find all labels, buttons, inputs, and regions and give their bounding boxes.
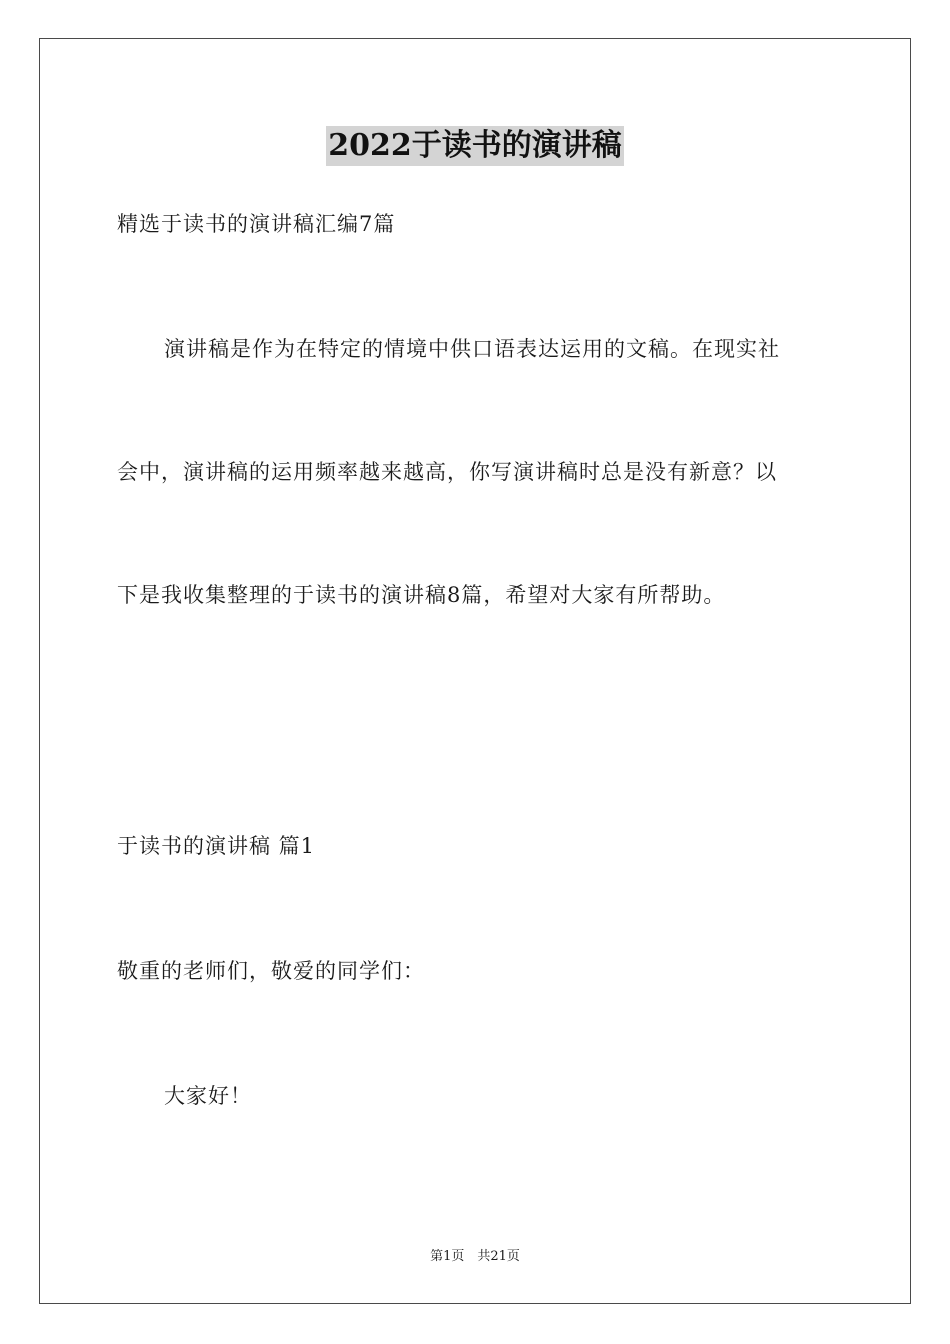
intro-line-1: 演讲稿是作为在特定的情境中供口语表达运用的文稿。在现实社 [164,337,780,361]
document-title: 2022于读书的演讲稿 [326,126,624,166]
greeting: 大家好！ [164,1084,252,1108]
salutation: 敬重的老师们，敬爱的同学们： [117,959,425,983]
title-container [0,126,950,166]
page-footer: 第1页 共21页 [430,1249,520,1264]
intro-line-3: 下是我收集整理的于读书的演讲稿8篇，希望对大家有所帮助。 [117,583,726,607]
intro-line-2: 会中，演讲稿的运用频率越来越高，你写演讲稿时总是没有新意？以 [117,460,777,484]
section-heading: 于读书的演讲稿 篇1 [117,834,316,858]
document-subtitle: 精选于读书的演讲稿汇编7篇 [117,212,396,236]
